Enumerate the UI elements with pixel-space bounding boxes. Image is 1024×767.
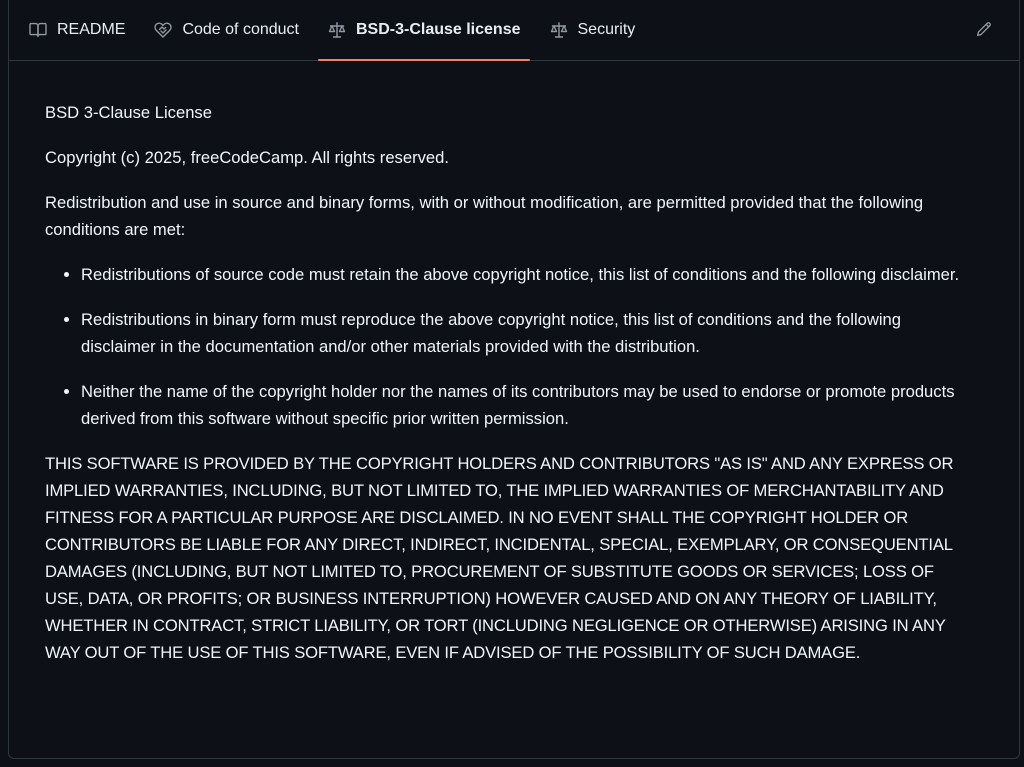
list-item: • Redistributions of source code must retain the above copyright notice, this list of conditions and the following disclaimer. [81,261,975,288]
tab-license-label: BSD-3-Clause license [355,21,521,38]
license-intro: Redistribution and use in source and binary forms, with or without modification, are permitted provided that the following conditions are met: [45,193,924,239]
book-icon [28,20,48,40]
tab-license[interactable] [318,0,530,60]
tab-security[interactable] [540,0,645,60]
tab-readme-label: README [57,21,126,38]
tab-security-label: Security [577,21,636,38]
tab-readme[interactable] [19,0,134,60]
license-conditions-list [45,261,975,432]
license-disclaimer: THIS SOFTWARE IS PROVIDED BY THE COPYRIGHT HOLDERS AND CONTRIBUTORS "AS IS" AND ANY EXPRESS OR IMPLIED WARRANTIES, INCLUDING, BUT NOT LIMITED TO, THE IMPLIED WARRANTIES OF MERCHANTABILITY AND FITNESS FOR A PARTICULAR PURPOSE ARE DISCLAIMED. IN NO EVENT SHALL THE COPYRIGHT HOLDER OR CONTRIBUTORS BE LIABLE FOR ANY DIRECT, INDIRECT, INCIDENTAL, SPECIAL, EXEMPLARY, OR CONSEQUENTIAL DAMAGES (INCLUDING, BUT NOT LIMITED TO, PROCUREMENT OF SUBSTITUTE GOODS OR SERVICES; LOSS OF USE, DATA, OR PROFITS; OR BUSINESS INTERRUPTION) HOWEVER CAUSED AND ON ANY THEORY OF LIABILITY, WHETHER IN CONTRACT, STRICT LIABILITY, OR TORT (INCLUDING NEGLIGENCE OR OTHERWISE) ARISING IN ANY WAY OUT OF THE USE OF THIS SOFTWARE, EVEN IF ADVISED OF THE POSSIBILITY OF SUCH DAMAGE. [45,454,954,662]
edit-file-button[interactable] [975,20,995,40]
pencil-icon [975,25,993,42]
license-copyright: Copyright (c) 2025, freeCodeCamp. All rights reserved. [45,148,449,167]
list-item: • Neither the name of the copyright holder nor the names of its contributors may be used to endorse or promote products derived from this software without specific prior written permission. [81,378,975,432]
tab-code-of-conduct[interactable] [144,0,308,60]
tab-code-of-conduct-label: Code of conduct [182,21,299,38]
list-item: • Redistributions in binary form must reproduce the above copyright notice, this list of conditions and the following disclaimer in the documentation and/or other materials provided with the distribution. [81,306,975,360]
repo-file-tabs [9,0,1019,61]
law-icon [327,20,347,40]
code-of-conduct-icon [153,20,173,40]
license-panel [8,0,1020,759]
license-title: BSD 3-Clause License [45,103,212,122]
license-content [9,61,1019,666]
law-icon [549,20,569,40]
